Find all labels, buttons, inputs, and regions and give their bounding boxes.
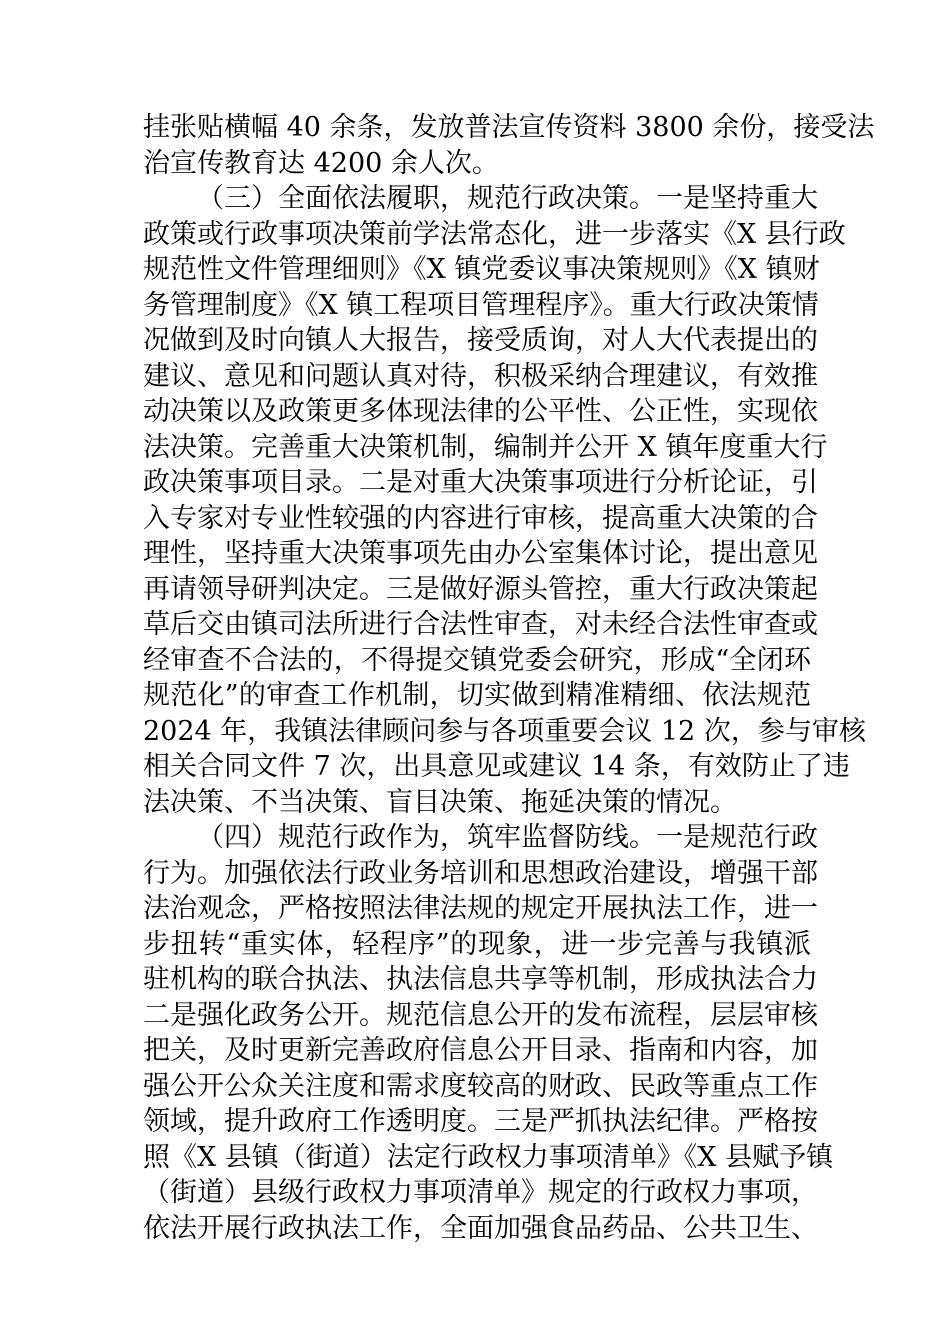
text-line: 况做到及时向镇人大报告，接受质询，对人大代表提出的	[143, 325, 818, 356]
text-line: 步扭转“重实体，轻程序”的现象，进一步完善与我镇派	[143, 928, 811, 960]
text-line: 行为。加强依法行政业务培训和思想政治建设，增强干部	[143, 857, 818, 889]
text-line: 经审查不合法的，不得提交镇党委会研究，形成“全闭环	[143, 644, 811, 676]
text-line: 草后交由镇司法所进行合法性审查，对未经合法性审查或	[143, 609, 818, 640]
text-line: 把关，及时更新完善政府信息公开目录、指南和内容，加	[143, 1035, 818, 1066]
text-line: 2024 年，我镇法律顾问参与各项重要会议 12 次，参与审核	[143, 715, 866, 747]
text-line: 驻机构的联合执法、执法信息共享等机制，形成执法合力	[143, 964, 818, 995]
document-body	[143, 110, 875, 1246]
text-line: 法治观念，严格按照法律法规的规定开展执法工作，进一	[143, 893, 818, 924]
text-line: 挂张贴横幅 40 余条，发放普法宣传资料 3800 余份，接受法	[143, 112, 875, 143]
text-line: 法决策、不当决策、盲目决策、拖延决策的情况。	[143, 786, 737, 818]
text-line: 建议、意见和问题认真对待，积极采纳合理建议，有效推	[143, 360, 818, 392]
text-line: 政策或行政事项决策前学法常态化，进一步落实《X 县行政	[143, 218, 846, 250]
text-line: 强公开公众关注度和需求度较高的财政、民政等重点工作	[143, 1070, 818, 1102]
text-line: 规范化”的审查工作机制，切实做到精准精细、依法规范	[143, 680, 811, 711]
text-line: 规范性文件管理细则》《X 镇党委议事决策规则》《X 镇财	[143, 254, 820, 285]
text-line: 入专家对专业性较强的内容进行审核，提高重大决策的合	[143, 502, 818, 534]
text-line: 治宣传教育达 4200 余人次。	[143, 147, 499, 179]
text-line: 二是强化政务公开。规范信息公开的发布流程，层层审核	[143, 999, 818, 1031]
text-line: 政决策事项目录。二是对重大决策事项进行分析论证，引	[143, 467, 818, 498]
text-line: （四）规范行政作为，筑牢监督防线。一是规范行政	[197, 822, 818, 853]
text-line: 相关合同文件 7 次，出具意见或建议 14 条，有效防止了违	[143, 751, 850, 782]
text-line: （三）全面依法履职，规范行政决策。一是坚持重大	[197, 183, 818, 214]
text-line: 再请领导研判决定。三是做好源头管控，重大行政决策起	[143, 573, 818, 605]
text-line: 照《X 县镇（街道）法定行政权力事项清单》《X 县赋予镇	[143, 1141, 834, 1173]
text-line: 法决策。完善重大决策机制，编制并公开 X 镇年度重大行	[143, 431, 828, 463]
text-line: 理性，坚持重大决策事项先由办公室集体讨论，提出意见	[143, 538, 818, 569]
text-line: 务管理制度》《X 镇工程项目管理程序》。重大行政决策情	[143, 289, 819, 321]
text-line: 领域，提升政府工作透明度。三是严抓执法纪律。严格按	[143, 1106, 818, 1137]
text-line: 依法开展行政执法工作，全面加强食品药品、公共卫生、	[143, 1212, 818, 1244]
text-line: 动决策以及政策更多体现法律的公平性、公正性，实现依	[143, 396, 818, 427]
text-line: （街道）县级行政权力事项清单》规定的行政权力事项，	[143, 1177, 818, 1208]
